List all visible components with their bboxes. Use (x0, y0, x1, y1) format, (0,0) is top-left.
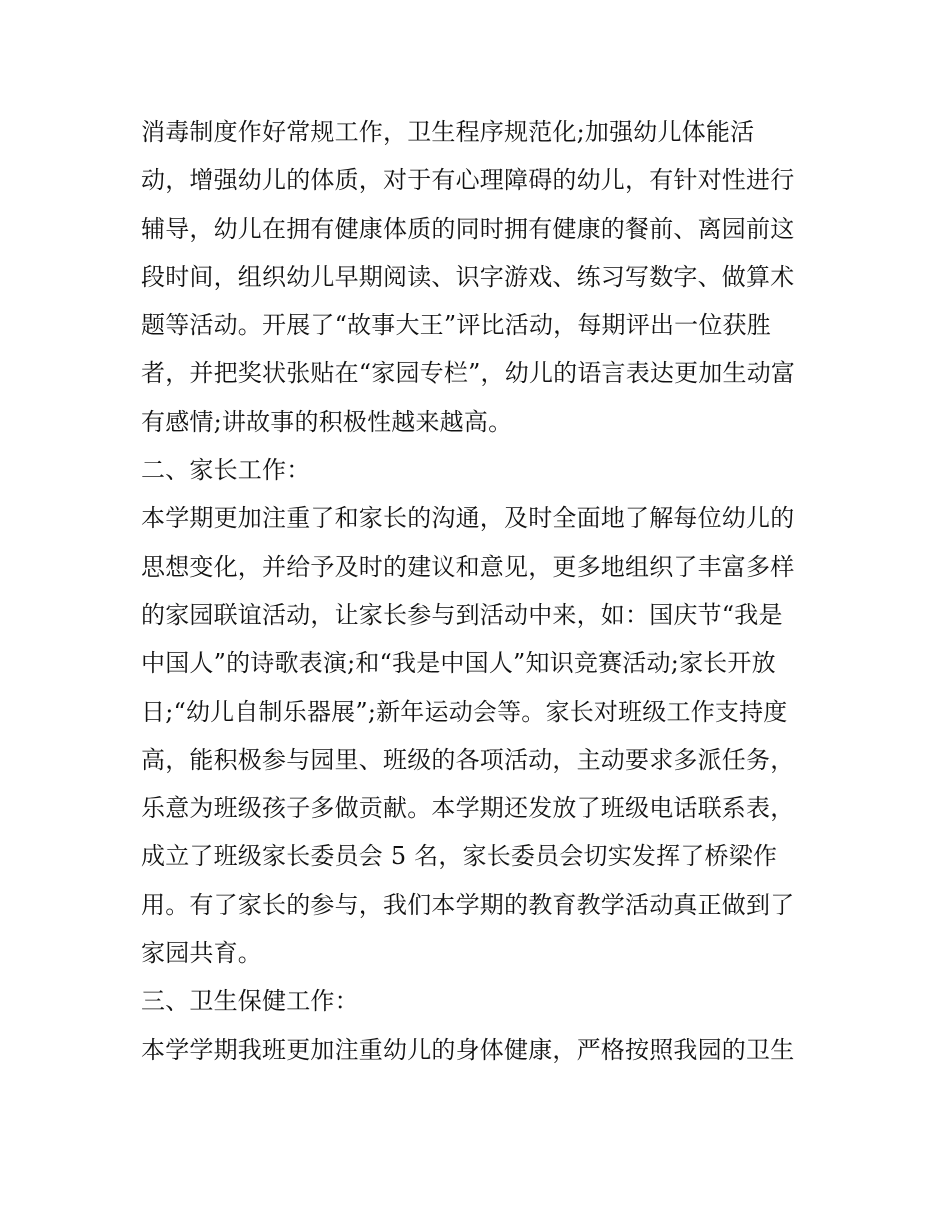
body-line: 本学学期我班更加注重幼儿的身体健康，严格按照我园的卫生 (141, 1035, 795, 1064)
section-heading-health-work: 三、卫生保健工作： (141, 987, 359, 1016)
body-line: 用。有了家长的参与，我们本学期的教育教学活动真正做到了 (141, 890, 795, 919)
body-line: 中国人”的诗歌表演;和“我是中国人”知识竞赛活动;家长开放 (141, 649, 776, 678)
body-line: 动，增强幼儿的体质，对于有心理障碍的幼儿，有针对性进行 (141, 166, 795, 195)
body-line: 辅导，幼儿在拥有健康体质的同时拥有健康的餐前、离园前这 (141, 214, 795, 243)
body-line: 的家园联谊活动，让家长参与到活动中来，如：国庆节“我是 (141, 600, 783, 629)
body-line: 有感情;讲故事的积极性越来越高。 (141, 407, 513, 436)
body-line: 题等活动。开展了“故事大王”评比活动，每期评出一位获胜 (141, 311, 771, 340)
body-line: 段时间，组织幼儿早期阅读、识字游戏、练习写数字、做算术 (141, 262, 795, 291)
body-line: 消毒制度作好常规工作，卫生程序规范化;加强幼儿体能活 (141, 118, 755, 146)
section-heading-parent-work: 二、家长工作： (141, 456, 311, 485)
body-line: 思想变化，并给予及时的建议和意见，更多地组织了丰富多样 (141, 552, 795, 581)
body-line: 日;“幼儿自制乐器展”;新年运动会等。家长对班级工作支持度 (141, 697, 788, 726)
document-body (141, 108, 821, 1074)
body-line: 家园共育。 (141, 939, 262, 968)
body-line: 本学期更加注重了和家长的沟通，及时全面地了解每位幼儿的 (141, 504, 795, 533)
body-line: 者，并把奖状张贴在“家园专栏”，幼儿的语言表达更加生动富 (141, 359, 796, 388)
body-line: 成立了班级家长委员会 5 名，家长委员会切实发挥了桥梁作 (141, 842, 778, 871)
body-line: 高，能积极参与园里、班级的各项活动，主动要求多派任务， (141, 745, 795, 774)
body-line: 乐意为班级孩子多做贡献。本学期还发放了班级电话联系表， (141, 794, 795, 823)
